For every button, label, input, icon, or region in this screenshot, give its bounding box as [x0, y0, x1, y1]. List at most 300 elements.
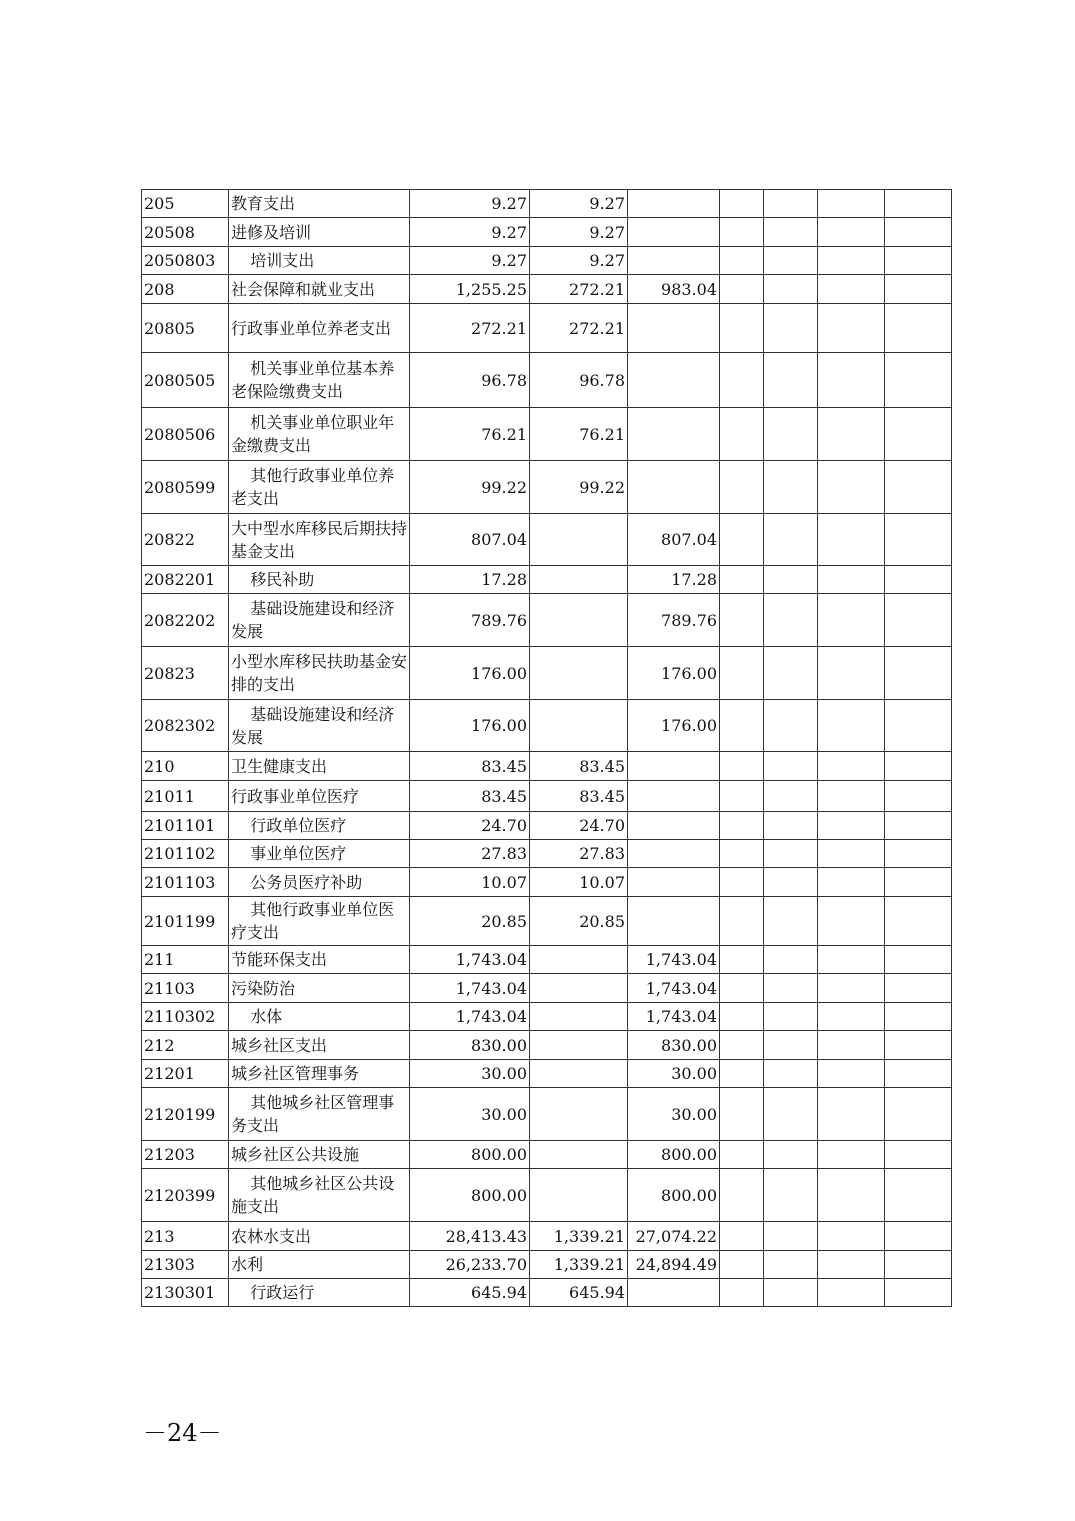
- table-row: [142, 304, 952, 353]
- empty-cell: [720, 1169, 764, 1222]
- total-cell: 30.00: [410, 1088, 530, 1141]
- empty-cell: [720, 1222, 764, 1251]
- code-cell: 21303: [142, 1251, 229, 1279]
- table-row: [142, 1031, 952, 1060]
- project-cell: 176.00: [628, 647, 720, 700]
- total-cell: 83.45: [410, 752, 530, 781]
- empty-cell: [764, 1003, 818, 1031]
- total-cell: 9.27: [410, 218, 530, 247]
- code-cell: 20823: [142, 647, 229, 700]
- empty-cell: [720, 247, 764, 275]
- empty-cell: [885, 700, 952, 752]
- empty-cell: [720, 190, 764, 218]
- total-cell: 176.00: [410, 700, 530, 752]
- empty-cell: [764, 1251, 818, 1279]
- table-row: [142, 1251, 952, 1279]
- empty-cell: [818, 594, 885, 647]
- empty-cell: [720, 1141, 764, 1169]
- empty-cell: [885, 514, 952, 566]
- table-row: [142, 275, 952, 304]
- name-cell: 基础设施建设和经济发展: [229, 594, 410, 647]
- code-cell: 2050803: [142, 247, 229, 275]
- empty-cell: [720, 1060, 764, 1088]
- project-cell: [628, 812, 720, 840]
- total-cell: 9.27: [410, 190, 530, 218]
- basic-cell: [530, 1169, 628, 1222]
- name-cell: 基础设施建设和经济发展: [229, 700, 410, 752]
- empty-cell: [720, 514, 764, 566]
- empty-cell: [764, 190, 818, 218]
- empty-cell: [818, 840, 885, 868]
- code-cell: 2080599: [142, 461, 229, 514]
- code-cell: 21203: [142, 1141, 229, 1169]
- total-cell: 1,743.04: [410, 1003, 530, 1031]
- empty-cell: [818, 647, 885, 700]
- empty-cell: [885, 840, 952, 868]
- empty-cell: [764, 974, 818, 1003]
- total-cell: 176.00: [410, 647, 530, 700]
- code-cell: 2101103: [142, 868, 229, 897]
- empty-cell: [885, 566, 952, 594]
- empty-cell: [885, 752, 952, 781]
- empty-cell: [720, 868, 764, 897]
- empty-cell: [818, 353, 885, 408]
- code-cell: 210: [142, 752, 229, 781]
- table-row: [142, 190, 952, 218]
- name-cell: 小型水库移民扶助基金安排的支出: [229, 647, 410, 700]
- project-cell: 24,894.49: [628, 1251, 720, 1279]
- basic-cell: [530, 566, 628, 594]
- empty-cell: [885, 1141, 952, 1169]
- empty-cell: [764, 781, 818, 812]
- table-row: [142, 868, 952, 897]
- total-cell: 800.00: [410, 1141, 530, 1169]
- project-cell: [628, 247, 720, 275]
- empty-cell: [764, 247, 818, 275]
- name-cell: 事业单位医疗: [229, 840, 410, 868]
- code-cell: 2120399: [142, 1169, 229, 1222]
- basic-cell: 9.27: [530, 247, 628, 275]
- empty-cell: [764, 812, 818, 840]
- empty-cell: [764, 946, 818, 974]
- project-cell: [628, 218, 720, 247]
- empty-cell: [720, 566, 764, 594]
- basic-cell: 83.45: [530, 752, 628, 781]
- code-cell: 213: [142, 1222, 229, 1251]
- basic-cell: 24.70: [530, 812, 628, 840]
- name-cell: 公务员医疗补助: [229, 868, 410, 897]
- empty-cell: [818, 1088, 885, 1141]
- table-row: [142, 946, 952, 974]
- empty-cell: [885, 247, 952, 275]
- basic-cell: 83.45: [530, 781, 628, 812]
- name-cell: 节能环保支出: [229, 946, 410, 974]
- total-cell: 30.00: [410, 1060, 530, 1088]
- project-cell: [628, 897, 720, 946]
- empty-cell: [818, 1003, 885, 1031]
- name-cell: 其他城乡社区管理事务支出: [229, 1088, 410, 1141]
- empty-cell: [885, 812, 952, 840]
- name-cell: 移民补助: [229, 566, 410, 594]
- name-cell: 其他城乡社区公共设施支出: [229, 1169, 410, 1222]
- code-cell: 211: [142, 946, 229, 974]
- project-cell: [628, 752, 720, 781]
- table-row: [142, 566, 952, 594]
- name-cell: 社会保障和就业支出: [229, 275, 410, 304]
- project-cell: 1,743.04: [628, 1003, 720, 1031]
- empty-cell: [818, 1169, 885, 1222]
- empty-cell: [885, 647, 952, 700]
- name-cell: 其他行政事业单位养老支出: [229, 461, 410, 514]
- name-cell: 水利: [229, 1251, 410, 1279]
- project-cell: 176.00: [628, 700, 720, 752]
- empty-cell: [885, 275, 952, 304]
- empty-cell: [885, 1279, 952, 1307]
- code-cell: 2082202: [142, 594, 229, 647]
- empty-cell: [720, 840, 764, 868]
- code-cell: 2101101: [142, 812, 229, 840]
- basic-cell: 76.21: [530, 408, 628, 461]
- empty-cell: [885, 946, 952, 974]
- table-row: [142, 461, 952, 514]
- table-row: [142, 594, 952, 647]
- table-row: [142, 514, 952, 566]
- table-row: [142, 1141, 952, 1169]
- empty-cell: [818, 514, 885, 566]
- name-cell: 污染防治: [229, 974, 410, 1003]
- basic-cell: 96.78: [530, 353, 628, 408]
- total-cell: 28,413.43: [410, 1222, 530, 1251]
- total-cell: 830.00: [410, 1031, 530, 1060]
- code-cell: 21201: [142, 1060, 229, 1088]
- empty-cell: [818, 275, 885, 304]
- name-cell: 行政单位医疗: [229, 812, 410, 840]
- empty-cell: [818, 1251, 885, 1279]
- empty-cell: [720, 781, 764, 812]
- basic-cell: 27.83: [530, 840, 628, 868]
- empty-cell: [720, 408, 764, 461]
- empty-cell: [885, 1222, 952, 1251]
- empty-cell: [764, 700, 818, 752]
- name-cell: 培训支出: [229, 247, 410, 275]
- project-cell: [628, 868, 720, 897]
- empty-cell: [720, 461, 764, 514]
- empty-cell: [818, 461, 885, 514]
- name-cell: 城乡社区公共设施: [229, 1141, 410, 1169]
- empty-cell: [764, 1169, 818, 1222]
- name-cell: 卫生健康支出: [229, 752, 410, 781]
- name-cell: 城乡社区管理事务: [229, 1060, 410, 1088]
- table-row: [142, 840, 952, 868]
- table-row: [142, 1088, 952, 1141]
- name-cell: 进修及培训: [229, 218, 410, 247]
- table-row: [142, 408, 952, 461]
- code-cell: 21011: [142, 781, 229, 812]
- basic-cell: [530, 647, 628, 700]
- basic-cell: 272.21: [530, 304, 628, 353]
- empty-cell: [885, 408, 952, 461]
- project-cell: [628, 304, 720, 353]
- empty-cell: [885, 1088, 952, 1141]
- project-cell: 800.00: [628, 1169, 720, 1222]
- page-number: －24－: [143, 1419, 222, 1447]
- name-cell: 农林水支出: [229, 1222, 410, 1251]
- table-row: [142, 781, 952, 812]
- code-cell: 2082302: [142, 700, 229, 752]
- basic-cell: 272.21: [530, 275, 628, 304]
- total-cell: 27.83: [410, 840, 530, 868]
- empty-cell: [764, 304, 818, 353]
- total-cell: 17.28: [410, 566, 530, 594]
- empty-cell: [764, 353, 818, 408]
- code-cell: 2082201: [142, 566, 229, 594]
- empty-cell: [720, 700, 764, 752]
- project-cell: 17.28: [628, 566, 720, 594]
- name-cell: 行政事业单位医疗: [229, 781, 410, 812]
- project-cell: 789.76: [628, 594, 720, 647]
- basic-cell: [530, 1088, 628, 1141]
- empty-cell: [885, 974, 952, 1003]
- empty-cell: [818, 974, 885, 1003]
- basic-cell: [530, 700, 628, 752]
- empty-cell: [885, 781, 952, 812]
- empty-cell: [720, 1088, 764, 1141]
- project-cell: [628, 408, 720, 461]
- empty-cell: [720, 897, 764, 946]
- code-cell: 2120199: [142, 1088, 229, 1141]
- empty-cell: [764, 1141, 818, 1169]
- empty-cell: [764, 1088, 818, 1141]
- total-cell: 807.04: [410, 514, 530, 566]
- project-cell: [628, 781, 720, 812]
- empty-cell: [764, 408, 818, 461]
- empty-cell: [720, 218, 764, 247]
- code-cell: 20508: [142, 218, 229, 247]
- basic-cell: [530, 594, 628, 647]
- table-row: [142, 812, 952, 840]
- code-cell: 2080505: [142, 353, 229, 408]
- empty-cell: [818, 1222, 885, 1251]
- table-row: [142, 1003, 952, 1031]
- empty-cell: [818, 752, 885, 781]
- total-cell: 645.94: [410, 1279, 530, 1307]
- empty-cell: [764, 1060, 818, 1088]
- basic-cell: [530, 1003, 628, 1031]
- empty-cell: [818, 190, 885, 218]
- code-cell: 20805: [142, 304, 229, 353]
- empty-cell: [885, 1031, 952, 1060]
- empty-cell: [885, 868, 952, 897]
- code-cell: 2130301: [142, 1279, 229, 1307]
- table-row: [142, 974, 952, 1003]
- empty-cell: [720, 353, 764, 408]
- name-cell: 大中型水库移民后期扶持基金支出: [229, 514, 410, 566]
- project-cell: 807.04: [628, 514, 720, 566]
- total-cell: 83.45: [410, 781, 530, 812]
- name-cell: 机关事业单位基本养老保险缴费支出: [229, 353, 410, 408]
- empty-cell: [720, 594, 764, 647]
- empty-cell: [764, 1222, 818, 1251]
- code-cell: 2101102: [142, 840, 229, 868]
- empty-cell: [885, 190, 952, 218]
- table-row: [142, 247, 952, 275]
- empty-cell: [818, 1279, 885, 1307]
- empty-cell: [764, 461, 818, 514]
- empty-cell: [764, 275, 818, 304]
- budget-table: [141, 189, 952, 1307]
- empty-cell: [885, 1003, 952, 1031]
- empty-cell: [885, 1251, 952, 1279]
- empty-cell: [720, 1279, 764, 1307]
- empty-cell: [818, 1031, 885, 1060]
- total-cell: 24.70: [410, 812, 530, 840]
- empty-cell: [764, 566, 818, 594]
- code-cell: 2101199: [142, 897, 229, 946]
- project-cell: 30.00: [628, 1088, 720, 1141]
- code-cell: 20822: [142, 514, 229, 566]
- total-cell: 789.76: [410, 594, 530, 647]
- empty-cell: [764, 647, 818, 700]
- empty-cell: [885, 897, 952, 946]
- empty-cell: [720, 1003, 764, 1031]
- project-cell: 1,743.04: [628, 974, 720, 1003]
- empty-cell: [818, 946, 885, 974]
- project-cell: 800.00: [628, 1141, 720, 1169]
- total-cell: 26,233.70: [410, 1251, 530, 1279]
- empty-cell: [818, 218, 885, 247]
- total-cell: 96.78: [410, 353, 530, 408]
- basic-cell: 10.07: [530, 868, 628, 897]
- empty-cell: [818, 781, 885, 812]
- project-cell: 1,743.04: [628, 946, 720, 974]
- project-cell: [628, 461, 720, 514]
- project-cell: [628, 353, 720, 408]
- total-cell: 1,743.04: [410, 946, 530, 974]
- empty-cell: [885, 1169, 952, 1222]
- basic-cell: 20.85: [530, 897, 628, 946]
- empty-cell: [764, 1031, 818, 1060]
- empty-cell: [818, 1060, 885, 1088]
- empty-cell: [764, 594, 818, 647]
- empty-cell: [720, 647, 764, 700]
- empty-cell: [720, 275, 764, 304]
- code-cell: 208: [142, 275, 229, 304]
- empty-cell: [720, 304, 764, 353]
- basic-cell: 1,339.21: [530, 1222, 628, 1251]
- basic-cell: 9.27: [530, 190, 628, 218]
- table-row: [142, 647, 952, 700]
- empty-cell: [818, 566, 885, 594]
- empty-cell: [818, 1141, 885, 1169]
- project-cell: 27,074.22: [628, 1222, 720, 1251]
- name-cell: 水体: [229, 1003, 410, 1031]
- code-cell: 2110302: [142, 1003, 229, 1031]
- table-row: [142, 897, 952, 946]
- basic-cell: 99.22: [530, 461, 628, 514]
- table-row: [142, 1279, 952, 1307]
- empty-cell: [818, 700, 885, 752]
- empty-cell: [818, 304, 885, 353]
- basic-cell: [530, 514, 628, 566]
- empty-cell: [720, 752, 764, 781]
- name-cell: 行政运行: [229, 1279, 410, 1307]
- empty-cell: [885, 304, 952, 353]
- empty-cell: [818, 812, 885, 840]
- total-cell: 9.27: [410, 247, 530, 275]
- project-cell: 983.04: [628, 275, 720, 304]
- name-cell: 教育支出: [229, 190, 410, 218]
- empty-cell: [818, 247, 885, 275]
- empty-cell: [720, 812, 764, 840]
- empty-cell: [818, 868, 885, 897]
- table-row: [142, 752, 952, 781]
- project-cell: [628, 190, 720, 218]
- name-cell: 其他行政事业单位医疗支出: [229, 897, 410, 946]
- empty-cell: [764, 752, 818, 781]
- total-cell: 10.07: [410, 868, 530, 897]
- table-row: [142, 218, 952, 247]
- empty-cell: [764, 218, 818, 247]
- total-cell: 20.85: [410, 897, 530, 946]
- name-cell: 城乡社区支出: [229, 1031, 410, 1060]
- empty-cell: [764, 514, 818, 566]
- empty-cell: [764, 840, 818, 868]
- basic-cell: [530, 946, 628, 974]
- total-cell: 1,743.04: [410, 974, 530, 1003]
- empty-cell: [720, 1031, 764, 1060]
- empty-cell: [885, 1060, 952, 1088]
- empty-cell: [885, 218, 952, 247]
- table-row: [142, 1222, 952, 1251]
- code-cell: 212: [142, 1031, 229, 1060]
- empty-cell: [818, 408, 885, 461]
- project-cell: 30.00: [628, 1060, 720, 1088]
- basic-cell: [530, 1031, 628, 1060]
- total-cell: 76.21: [410, 408, 530, 461]
- table-body: [142, 190, 952, 1307]
- code-cell: 2080506: [142, 408, 229, 461]
- total-cell: 272.21: [410, 304, 530, 353]
- project-cell: 830.00: [628, 1031, 720, 1060]
- table-row: [142, 353, 952, 408]
- total-cell: 1,255.25: [410, 275, 530, 304]
- empty-cell: [764, 897, 818, 946]
- table-row: [142, 700, 952, 752]
- empty-cell: [720, 1251, 764, 1279]
- basic-cell: [530, 974, 628, 1003]
- empty-cell: [885, 353, 952, 408]
- project-cell: [628, 1279, 720, 1307]
- name-cell: 行政事业单位养老支出: [229, 304, 410, 353]
- basic-cell: 645.94: [530, 1279, 628, 1307]
- code-cell: 21103: [142, 974, 229, 1003]
- basic-cell: [530, 1060, 628, 1088]
- code-cell: 205: [142, 190, 229, 218]
- empty-cell: [818, 897, 885, 946]
- empty-cell: [764, 1279, 818, 1307]
- basic-cell: [530, 1141, 628, 1169]
- total-cell: 99.22: [410, 461, 530, 514]
- table-row: [142, 1060, 952, 1088]
- empty-cell: [720, 946, 764, 974]
- empty-cell: [720, 974, 764, 1003]
- empty-cell: [885, 594, 952, 647]
- total-cell: 800.00: [410, 1169, 530, 1222]
- basic-cell: 9.27: [530, 218, 628, 247]
- empty-cell: [764, 868, 818, 897]
- name-cell: 机关事业单位职业年金缴费支出: [229, 408, 410, 461]
- empty-cell: [885, 461, 952, 514]
